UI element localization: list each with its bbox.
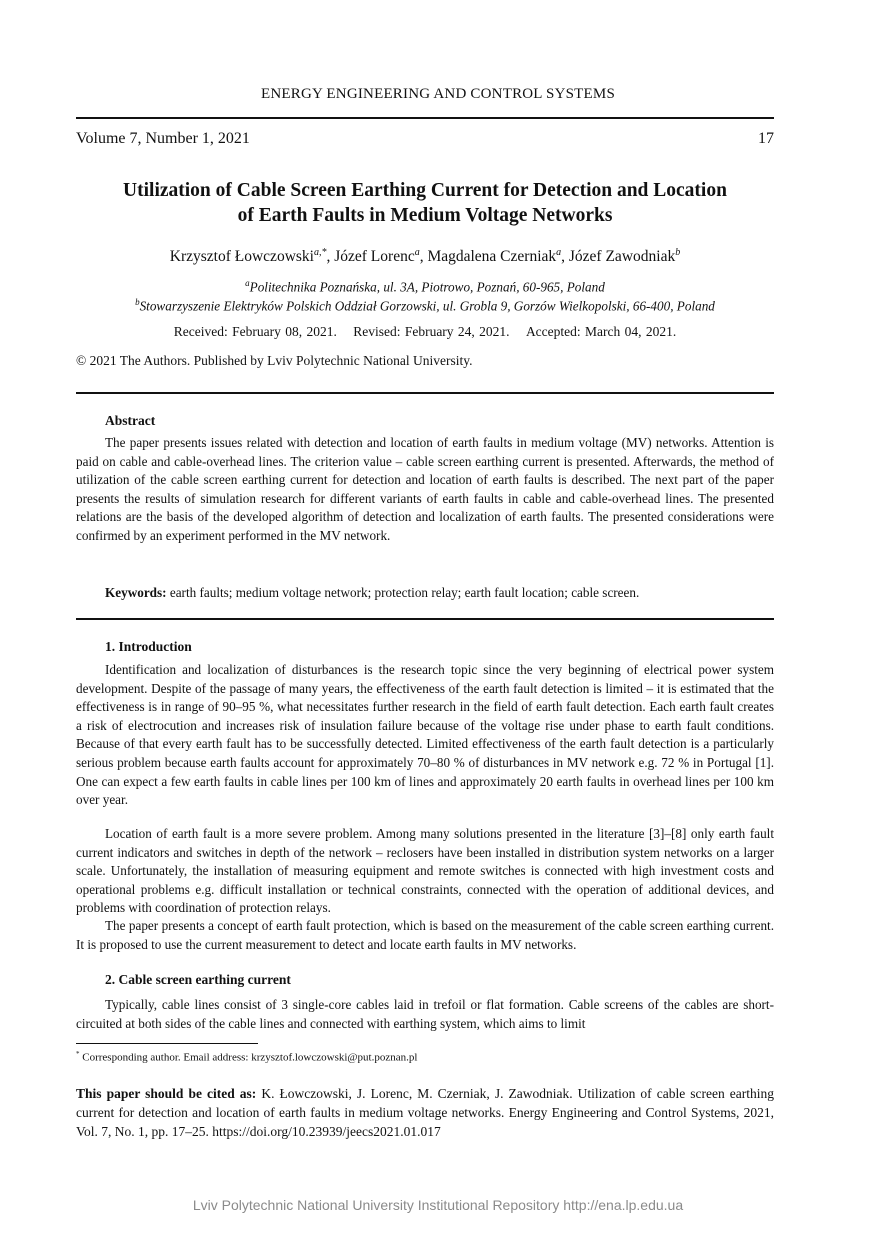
affiliation-a: $^a$Politechnika Poznańska, ul. 3A, Piotrowo, Poznań, 60-965, Poland bbox=[245, 278, 605, 295]
intro-paragraph-2: Location of earth fault is a more severe problem. Among many solutions presented in the literature [3]–[8] only earth fault current indicators and switches in depth of the network – reclosers have been installed in distribution system networks on a larger scale. Unfortunately, the installation of measuring equipment and remote switches is connected with high investment costs and operational problems e.g. difficult installation or technical constraints, connected with the operation of additional devices, and problems with coordination of protection relays. bbox=[76, 826, 774, 916]
author-name: Józef Zawodniak bbox=[568, 248, 676, 266]
author-name: Krzysztof Łowczowski bbox=[169, 248, 314, 266]
journal-name: ENERGY ENGINEERING AND CONTROL SYSTEMS bbox=[261, 86, 615, 102]
affiliation-b: $^b$Stowarzyszenie Elektryków Polskich Oddział Gorzowski, ul. Grobla 9, Gorzów Wielkopolski, 66-400, Poland bbox=[135, 297, 715, 314]
author-mark: a bbox=[414, 247, 420, 258]
author-name: Józef Lorenc bbox=[334, 248, 415, 266]
abstract-top-rule bbox=[76, 392, 774, 394]
citation-block bbox=[76, 1084, 774, 1141]
author-mark: b bbox=[675, 247, 681, 258]
title-line-2: of Earth Faults in Medium Voltage Networks bbox=[237, 205, 613, 226]
volume-info: Volume 7, Number 1, 2021 bbox=[76, 130, 250, 147]
keywords-label: Keywords: bbox=[105, 585, 167, 600]
abstract-heading: Abstract bbox=[105, 413, 156, 428]
accepted-date: Accepted: March 04, 2021. bbox=[525, 324, 677, 339]
author-name: Magdalena Czerniak bbox=[427, 248, 557, 266]
author-mark: a bbox=[556, 247, 562, 258]
abstract-bottom-rule bbox=[76, 618, 774, 620]
footnote-rule bbox=[76, 1043, 258, 1044]
header-rule bbox=[76, 117, 774, 119]
article-dates bbox=[76, 324, 774, 340]
citation-text: K. Łowczowski, J. Lorenc, M. Czerniak, J. Zawodniak. Utilization of cable screen earthing current for detection and location of earth faults in medium voltage networks. Energy Engineering and Control Systems, 2021, Vol. 7, No. 1, pp. 17–25. https://doi.org/10.23939/jeecs2021.01.017 bbox=[76, 1086, 775, 1139]
copyright-notice: © 2021 The Authors. Published by Lviv Polytechnic National University. bbox=[76, 353, 473, 368]
revised-date: Revised: February 24, 2021. bbox=[353, 324, 510, 339]
abstract-text: The paper presents issues related with detection and location of earth faults in medium voltage (MV) networks. Attention is paid on cable and cable-overhead lines. The criterion value – cable screen earthing current is presented. Afterwards, the method of utilization of the cable screen earthing current for detection and location of earth faults is described. The next part of the paper presents the results of simulation research for different variants of earth faults in cable and cable-overhead lines. The presented relations are the basis of the developed algorithm of detection and localization of earth faults. The presented considerations were confirmed by an experiment performed in the MV network. bbox=[76, 435, 774, 543]
intro-paragraph-1: Identification and localization of disturbances is the research topic since the very beginning of electrical power system development. Despite of the passage of many years, the effectiveness of the earth fault detection is limited – it is estimated that the effectiveness is in range of 90–95 %, what necessitates further research in the field of earth fault detection. Each earth fault creates a risk of electrocution and increases risk of insulation failure because of the voltage rise under phase to earth fault conditions. Because of that every earth fault has to be successfully detected. Limited effectiveness of the earth fault detection is a particularly serious problem because earth faults account for approximately 70–80 % of disturbances in MV network e.g. 72 % in Portugal [1]. One can expect a few earth faults in cable lines per 100 km of lines and approximately 20 earth faults in overhead lines per 100 km over year. bbox=[76, 662, 774, 808]
page-number: 17 bbox=[758, 130, 774, 147]
author-mark: a,* bbox=[313, 247, 327, 258]
received-date: Received: February 08, 2021. bbox=[173, 324, 337, 339]
footnote-text: Corresponding author. Email address: krzysztof.lowczowski@put.poznan.pl bbox=[82, 1051, 418, 1064]
footnote: * Corresponding author. Email address: krzysztof.lowczowski@put.poznan.pl bbox=[76, 1050, 418, 1064]
citation-label: This paper should be cited as: bbox=[76, 1086, 257, 1101]
keywords-text: earth faults; medium voltage network; protection relay; earth fault location; cable screen. bbox=[169, 585, 640, 600]
title-line-1: Utilization of Cable Screen Earthing Current for Detection and Location bbox=[123, 180, 727, 201]
section2-paragraph-1: Typically, cable lines consist of 3 single-core cables laid in trefoil or flat formation. Cable screens of the cables are short-circuited at both sides of the cable lines and connected with earthing system, which aims to limit bbox=[76, 997, 774, 1031]
repository-footer: Lviv Polytechnic National University Institutional Repository http://ena.lp.edu.ua bbox=[192, 1197, 684, 1213]
author-list: Krzysztof Łowczowski$^{a,*}$, Józef Lorenc$^a$, Magdalena Czerniak$^a$, Józef Zawodniak$^b$ bbox=[169, 247, 681, 266]
section-heading-introduction: 1. Introduction bbox=[105, 639, 192, 654]
intro-paragraph-3: The paper presents a concept of earth fault protection, which is based on the measurement of the cable screen earthing current. It is proposed to use the current measurement to detect and locate earth faults in MV networks. bbox=[76, 918, 774, 952]
section-heading-cable-screen: 2. Cable screen earthing current bbox=[105, 972, 291, 987]
paper-title bbox=[76, 178, 774, 228]
keywords bbox=[105, 585, 639, 601]
